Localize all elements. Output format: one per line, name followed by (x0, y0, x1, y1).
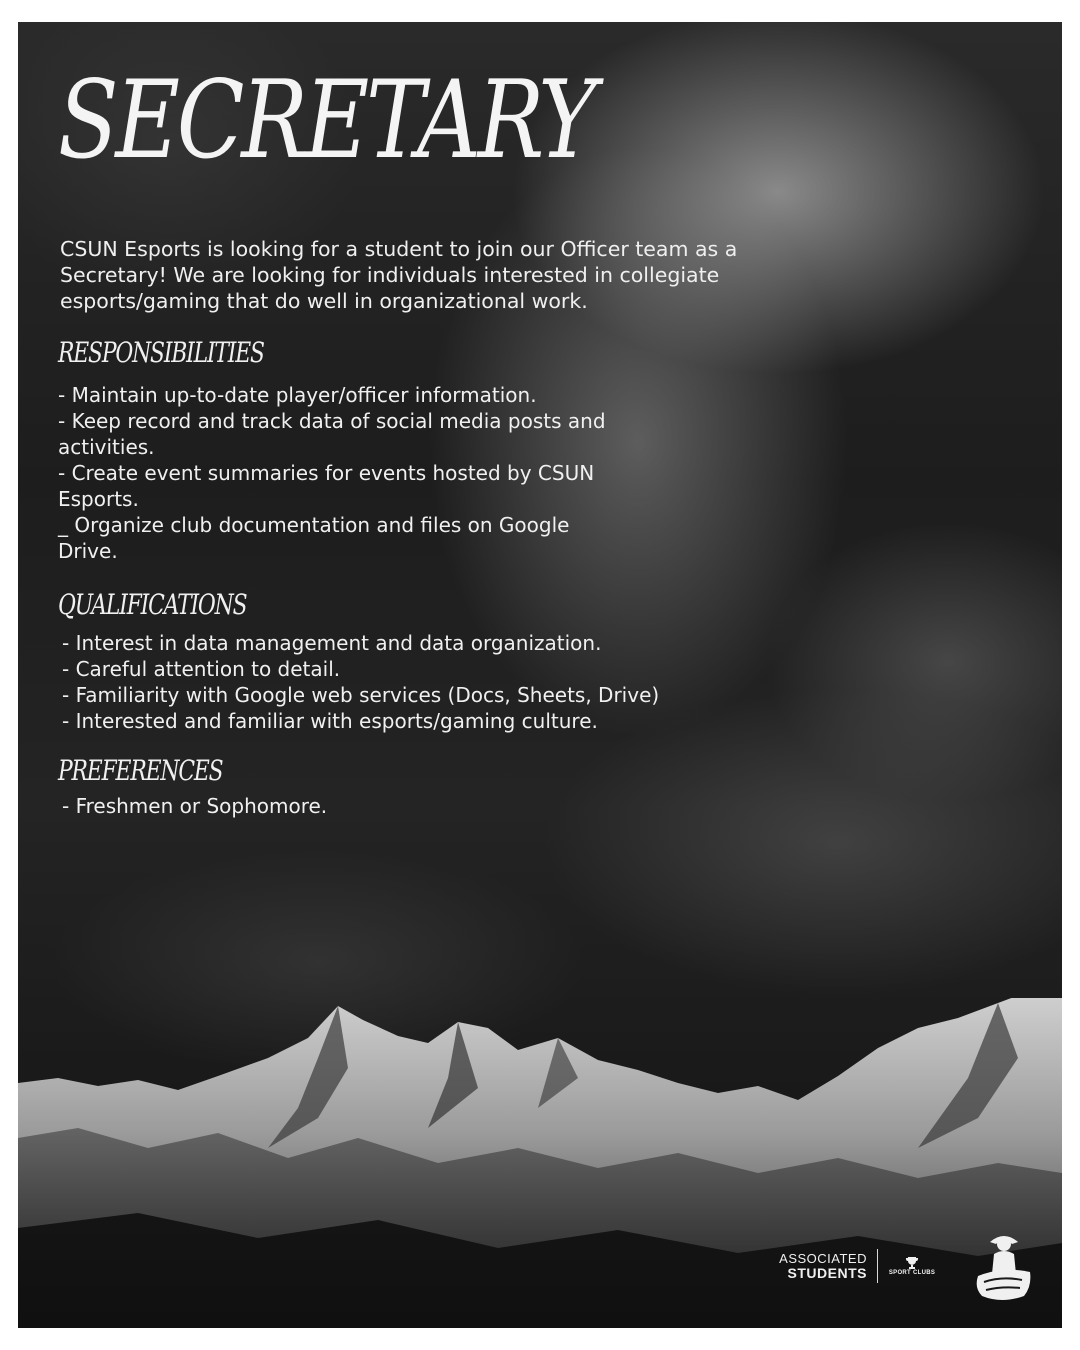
preferences-heading: PREFERENCES (58, 754, 223, 787)
qualifications-heading: QUALIFICATIONS (58, 588, 247, 621)
list-item: - Careful attention to detail. (62, 657, 341, 681)
responsibilities-heading: RESPONSIBILITIES (58, 336, 264, 369)
list-item: - Maintain up-to-date player/officer information. (58, 383, 537, 407)
list-item: _ Organize club documentation and files on Google Drive. (58, 513, 570, 563)
list-item: - Interest in data management and data organization. (62, 631, 602, 655)
students-text: STUDENTS (787, 1265, 867, 1281)
footer-logos (779, 1230, 1034, 1302)
associated-students-logo (779, 1252, 867, 1280)
sport-clubs-logo (888, 1256, 936, 1276)
associated-text: ASSOCIATED (779, 1251, 867, 1266)
trophy-icon (905, 1256, 919, 1270)
responsibilities-list (58, 382, 618, 564)
list-item: - Interested and familiar with esports/gaming culture. (62, 709, 598, 733)
sport-clubs-text: SPORT CLUBS (888, 1270, 936, 1276)
headline: SECRETARY (58, 58, 594, 183)
logo-divider (877, 1249, 878, 1283)
list-item: - Familiarity with Google web services (Docs, Sheets, Drive) (62, 683, 660, 707)
list-item: - Freshmen or Sophomore. (62, 794, 328, 818)
intro-paragraph: CSUN Esports is looking for a student to join our Officer team as a Secretary! We are looking for individuals interested in collegiate esports/gaming that do well in organizational work. (60, 237, 738, 313)
list-item: - Create event summaries for events hosted by CSUN Esports. (58, 461, 595, 511)
qualifications-list (62, 630, 782, 734)
list-item: - Keep record and track data of social media posts and activities. (58, 409, 606, 459)
mascot-icon (972, 1230, 1034, 1302)
poster (18, 22, 1062, 1328)
preferences-list (62, 793, 782, 819)
